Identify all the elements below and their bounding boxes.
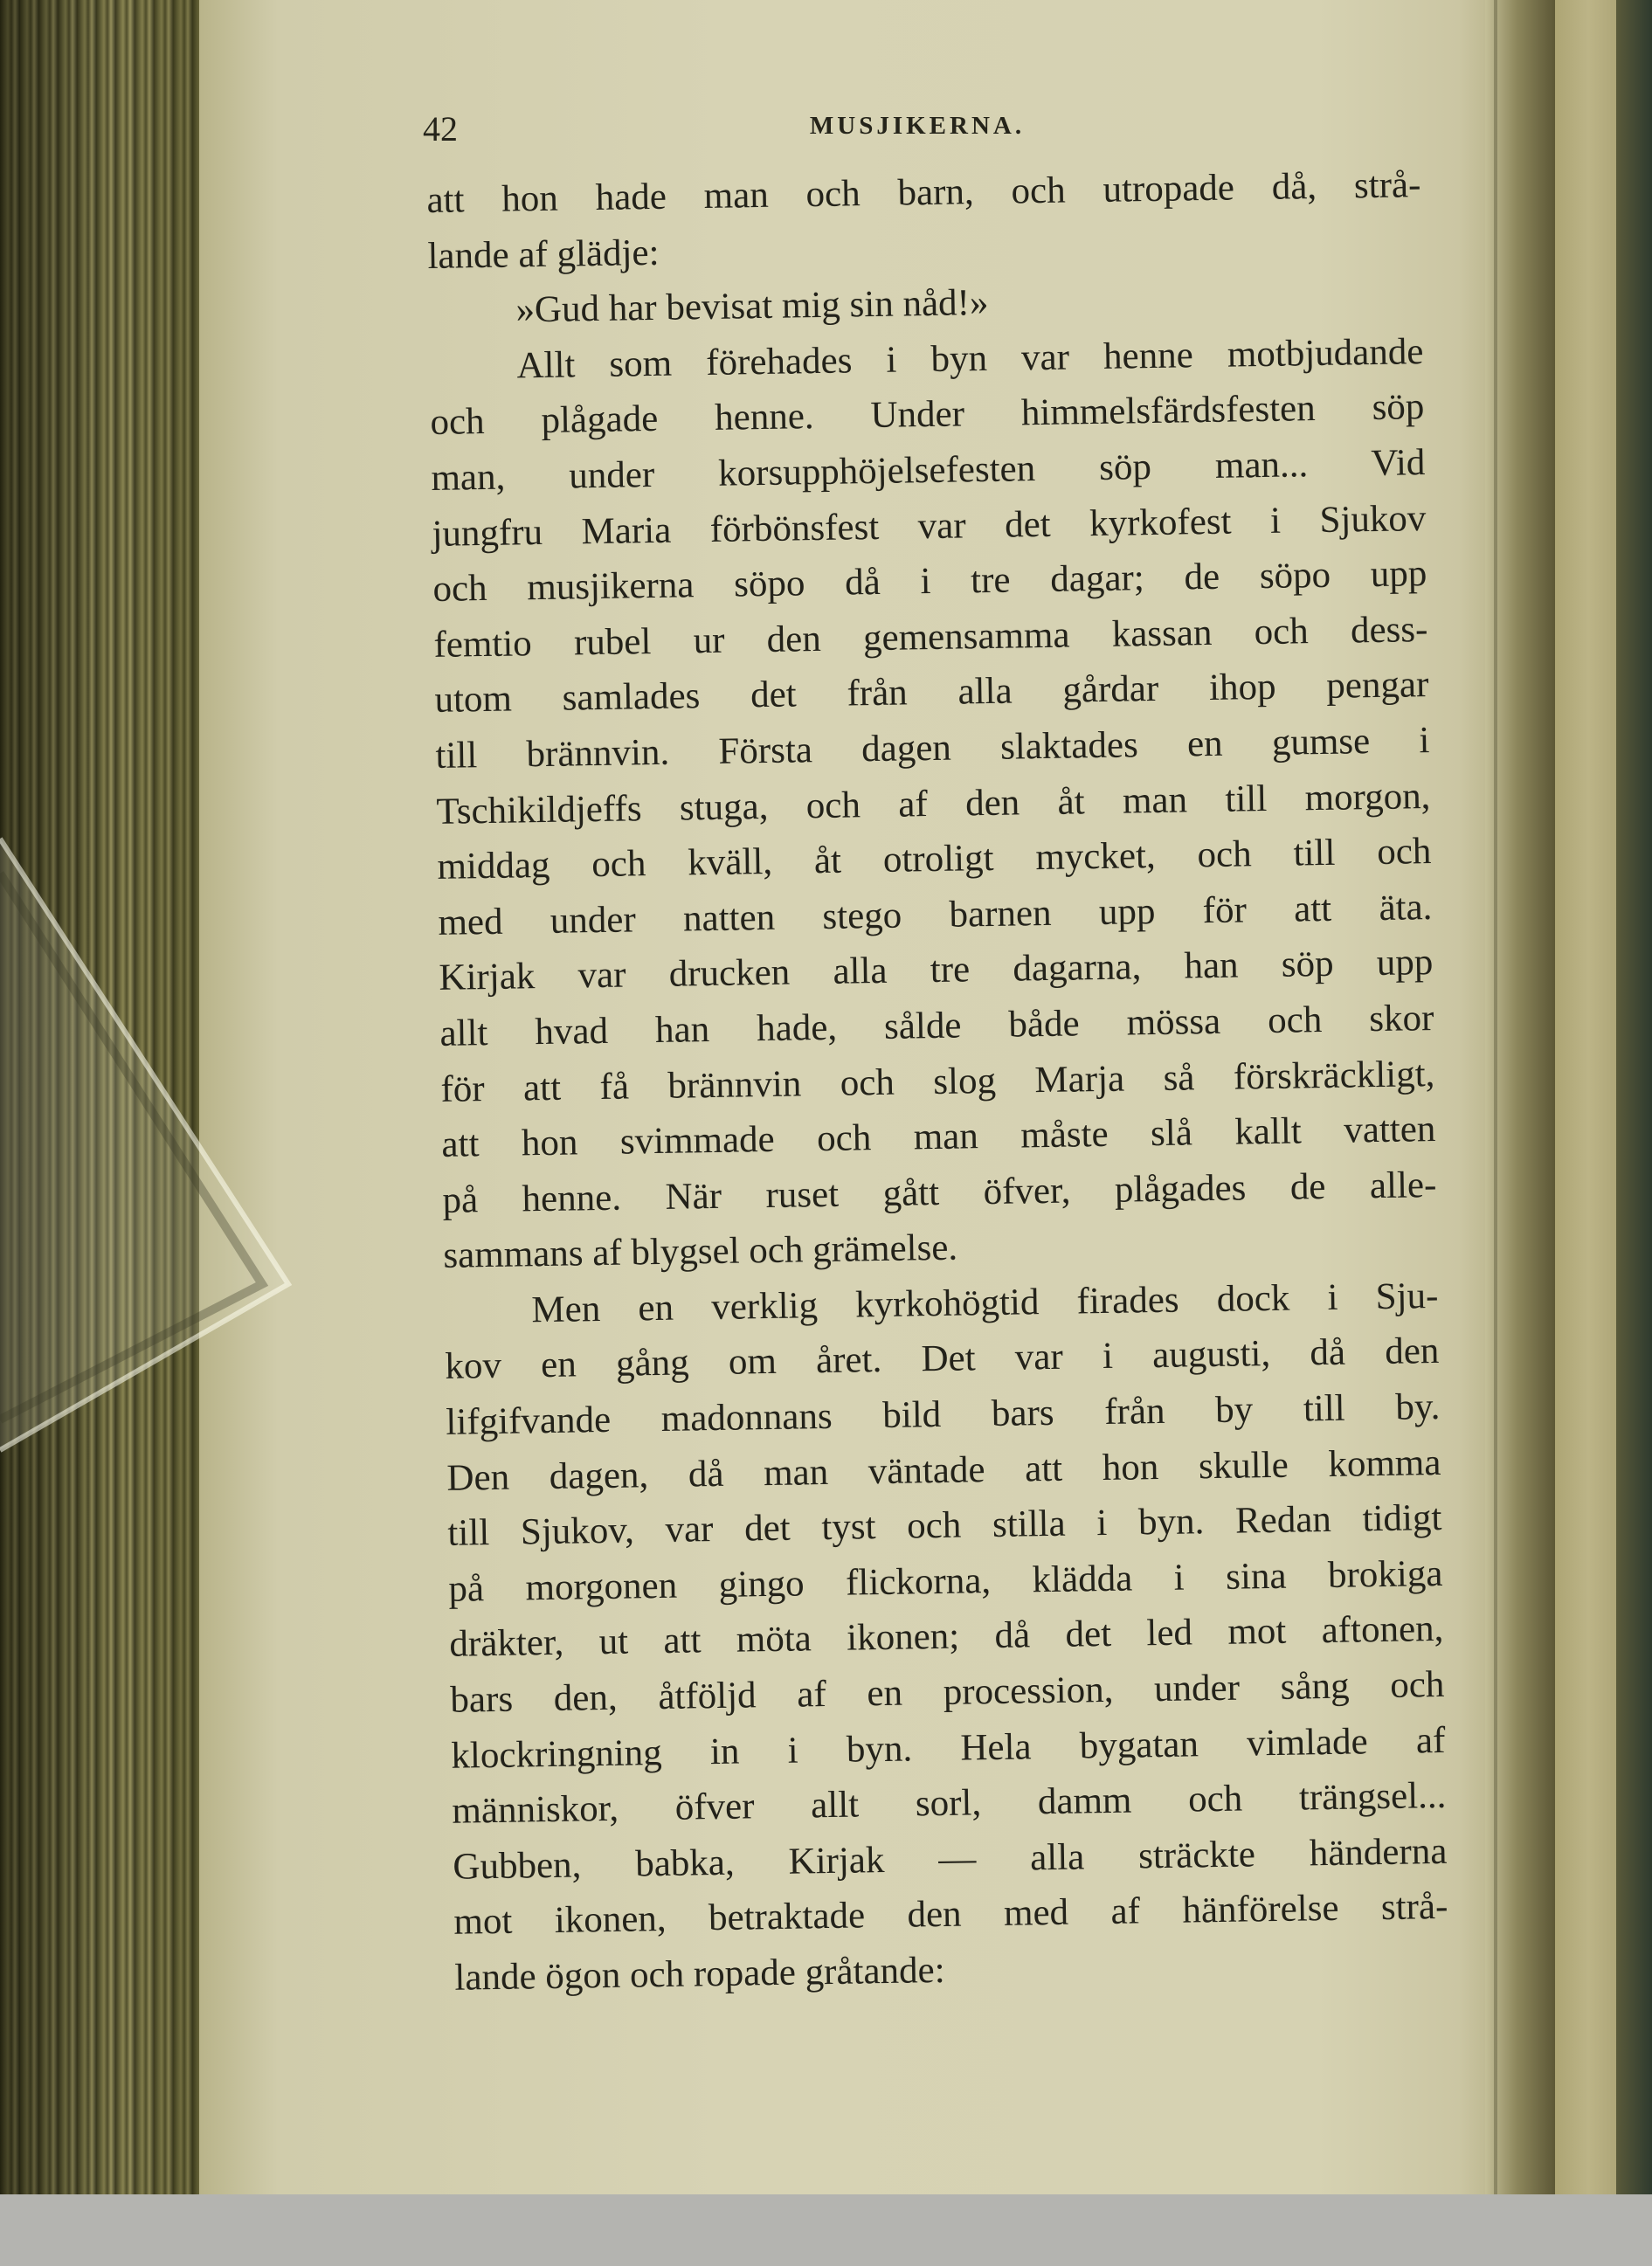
- text-line: Kirjak var drucken alla tre dagarna, han söp upp: [439, 942, 1434, 999]
- book-gutter: [1485, 0, 1555, 2194]
- text-line: lifgifvande madonnans bild bars från by till by.: [446, 1386, 1441, 1443]
- book-cover-edge: [1616, 0, 1652, 2194]
- text-line: klockringning in i byn. Hela bygatan vimlade af: [451, 1719, 1446, 1777]
- text-line: man, under korsupphöjelsefesten söp man... Vid: [431, 442, 1426, 499]
- text-line: och musjikerna söpo då i tre dagar; de söpo upp: [432, 553, 1427, 611]
- text-line: och plågade henne. Under himmelsfärdsfesten söp: [430, 386, 1425, 444]
- text-line: »Gud har bevisat mig sin nåd!»: [515, 282, 989, 331]
- text-line: mot ikonen, betraktade den med af hänförelse strå-: [453, 1886, 1448, 1944]
- text-line: Men en verklig kyrkohögtid firades dock i Sju-: [531, 1275, 1439, 1331]
- text-line: lande ögon och ropade gråtande:: [454, 1949, 945, 1999]
- text-line: till Sjukov, var det tyst och stilla i byn. Redan tidigt: [447, 1497, 1442, 1555]
- text-line: kov en gång om året. Det var i augusti, då den: [445, 1330, 1440, 1388]
- text-line: att hon hade man och barn, och utropade då, strå-: [426, 164, 1421, 221]
- text-line: sammans af blygsel och grämelse.: [443, 1226, 958, 1277]
- text-line: middag och kväll, åt otroligt mycket, och till och: [437, 831, 1432, 888]
- text-line: Tschikildjeffs stuga, och af den åt man till morgon,: [436, 775, 1431, 832]
- text-line: att hon svimmade och man måste slå kallt vatten: [441, 1109, 1436, 1165]
- text-line: för att få brännvin och slog Marja så förskräckligt,: [440, 1053, 1435, 1110]
- text-line: till brännvin. Första dagen slaktades en gumse i: [435, 719, 1430, 777]
- text-line: människor, öfver allt sorl, damm och trängsel...: [452, 1775, 1447, 1832]
- text-line: lande af glädje:: [427, 231, 660, 277]
- page-edge-shadow: [0, 0, 203, 2194]
- text-line: utom samlades det från alla gårdar ihop pengar: [434, 664, 1429, 722]
- page-number: 42: [423, 109, 458, 149]
- running-title: MUSJIKERNA.: [809, 112, 1026, 140]
- text-line: dräkter, ut att möta ikonen; då det led mot aftonen,: [449, 1608, 1444, 1666]
- text-line: med under natten stego barnen upp för att äta.: [438, 886, 1433, 943]
- text-line: allt hvad han hade, sålde både mössa och skor: [439, 997, 1434, 1054]
- text-line: på morgonen gingo flickorna, klädda i sina brokiga: [448, 1552, 1443, 1610]
- body-text: [426, 157, 1449, 2006]
- text-line: på henne. När ruset gått öfver, plågades de alle-: [442, 1164, 1437, 1221]
- text-line: jungfru Maria förbönsfest var det kyrkofest i Sjukov: [432, 497, 1427, 555]
- text-line: bars den, åtföljd af en procession, under sång och: [450, 1663, 1445, 1721]
- text-line: Allt som förehades i byn var henne motbjudande: [516, 330, 1424, 387]
- text-line: femtio rubel ur den gemensamma kassan och dess-: [433, 608, 1428, 666]
- text-line: Den dagen, då man väntade att hon skulle komma: [446, 1441, 1441, 1499]
- page-header: [411, 94, 1424, 147]
- text-line: Gubben, babka, Kirjak — alla sträckte händerna: [453, 1830, 1448, 1888]
